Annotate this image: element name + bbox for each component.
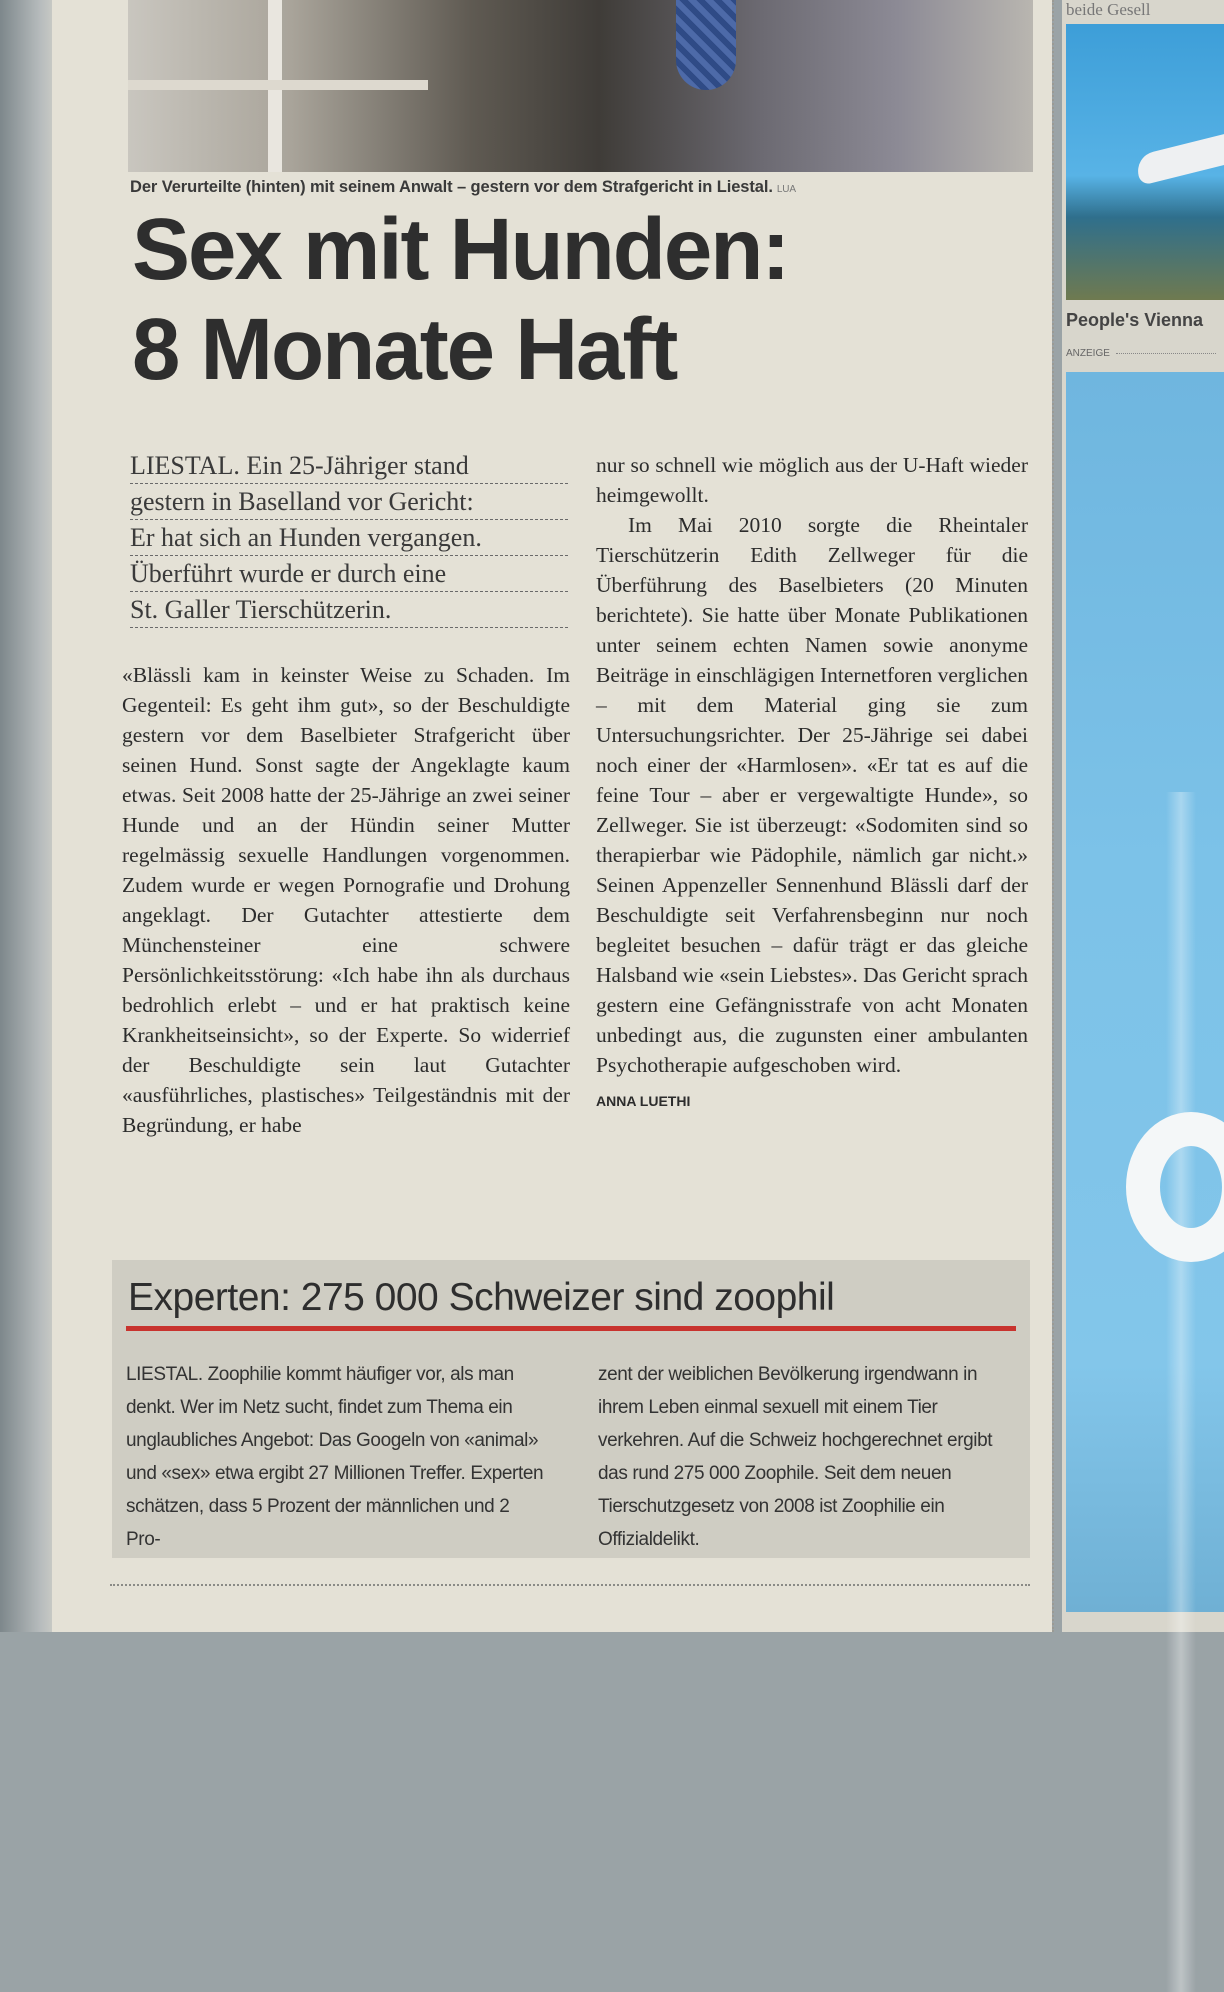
author-byline: ANNA LUETHI	[596, 1093, 691, 1109]
ad-ring-graphic	[1126, 1112, 1224, 1262]
body-paragraph: «Blässli kam in keinster Weise zu Schaden. Im Gegenteil: Es geht ihm gut», so der Beschuldigte gestern vor dem Baselbieter Strafgericht über seinen Hund. Sonst sagte der Angeklagte kaum etwas. Seit 2008 hatte der 25-Jährige an zwei seiner Hunde und an der Hündin seiner Mutter regelmässig sexuelle Handlungen vorgenommen. Zudem wurde er wegen Pornografie und Drohung angeklagt. Der Gutachter attestierte dem Münchensteiner eine schwere Persönlichkeitsstörung: «Ich habe ihn als durchaus bedrohlich erlebt – und er hat praktisch keine Krankheitseinsicht», so der Experte. So widerrief der Beschuldigte sein laut Gutachter «ausführliches, plastisches» Teilgeständnis mit der Begründung, er habe	[122, 663, 570, 1137]
ad-light-beam	[1166, 792, 1196, 1992]
sidebar-airplane-image	[1066, 24, 1224, 300]
lead-line: St. Galler Tierschützerin.	[130, 592, 568, 628]
ad-label: ANZEIGE	[1066, 348, 1216, 359]
info-box-column-2: zent der weiblichen Bevölkerung irgendwann in ihrem Leben einmal sexuell mit einem Tier verkehren. Auf die Schweiz hochgerechnet ergibt das rund 275 000 Zoophile. Seit dem neuen Tierschutzgesetz von 2008 ist Zoophilie ein Offizialdelikt.	[598, 1364, 993, 1550]
photo-necktie	[676, 0, 736, 90]
sidebar-image-label: People's Vienna	[1066, 310, 1204, 330]
headline-line-1: Sex mit Hunden:	[132, 201, 789, 298]
photo-railing-bar	[128, 80, 428, 90]
photo-credit: LUA	[776, 184, 796, 195]
info-box	[112, 1260, 1030, 1558]
advertisement	[1066, 372, 1224, 1612]
lead-paragraph	[130, 448, 568, 628]
right-sidebar	[1062, 0, 1224, 1632]
lead-line: gestern in Baselland vor Gericht:	[130, 484, 568, 520]
article-photo	[128, 0, 1033, 172]
column-rule	[1052, 0, 1055, 1632]
body-paragraph: nur so schnell wie möglich aus der U-Haft wieder heimgewollt.	[596, 453, 1028, 507]
lead-line: Er hat sich an Hunden vergangen.	[130, 520, 568, 556]
page-edge	[0, 0, 58, 1632]
caption-text: Der Verurteilte (hinten) mit seinem Anwalt – gestern vor dem Strafgericht in Liestal.	[130, 178, 773, 196]
dotted-separator	[110, 1584, 1030, 1586]
sidebar-top-text: beide Gesell	[1066, 0, 1151, 19]
headline	[132, 200, 1032, 400]
info-box-title: Experten: 275 000 Schweizer sind zoophil	[128, 1276, 835, 1319]
headline-line-2: 8 Monate Haft	[132, 301, 677, 398]
info-box-red-rule	[126, 1326, 1016, 1331]
lead-line: LIESTAL. Ein 25-Jähriger stand	[130, 448, 568, 484]
photo-caption	[130, 178, 1030, 197]
body-column-1	[122, 660, 570, 1140]
body-paragraph: Im Mai 2010 sorgte die Rheintaler Tierschützerin Edith Zellweger für die Überführung des Baselbieters (20 Minuten berichtete). Sie hatte über Monate Publikationen unter seinem echten Namen sowie anonyme Beiträge in einschlägigen Internetforen verglichen – mit dem Material ging sie zum Untersuchungsrichter. Der 25-Jährige sei dabei noch einer der «Harmlosen». «Er tat es auf die feine Tour – aber er vergewaltigte Hunde», so Zellweger. Sie ist überzeugt: «Sodomiten sind so therapierbar wie Pädophile, nämlich gar nicht.» Seinen Appenzeller Sennenhund Blässli darf der Beschuldigte seit Verfahrensbeginn nur noch begleitet besuchen – dafür trägt er das gleiche Halsband wie «sein Liebstes». Das Gericht sprach gestern eine Gefängnisstrafe von acht Monaten unbedingt aus, die zugunsten einer ambulanten Psychotherapie aufgeschoben wird.	[596, 513, 1028, 1077]
lead-line: Überführt wurde er durch eine	[130, 556, 568, 592]
body-column-2	[596, 450, 1028, 1116]
info-box-column-1: LIESTAL. Zoophilie kommt häufiger vor, als man denkt. Wer im Netz sucht, findet zum Thema ein unglaubliches Angebot: Das Googeln von «animal» und «sex» etwa ergibt 27 Millionen Treffer. Experten schätzen, dass 5 Prozent der männlichen und 2 Pro-	[126, 1364, 544, 1550]
airplane-icon	[1134, 132, 1224, 185]
